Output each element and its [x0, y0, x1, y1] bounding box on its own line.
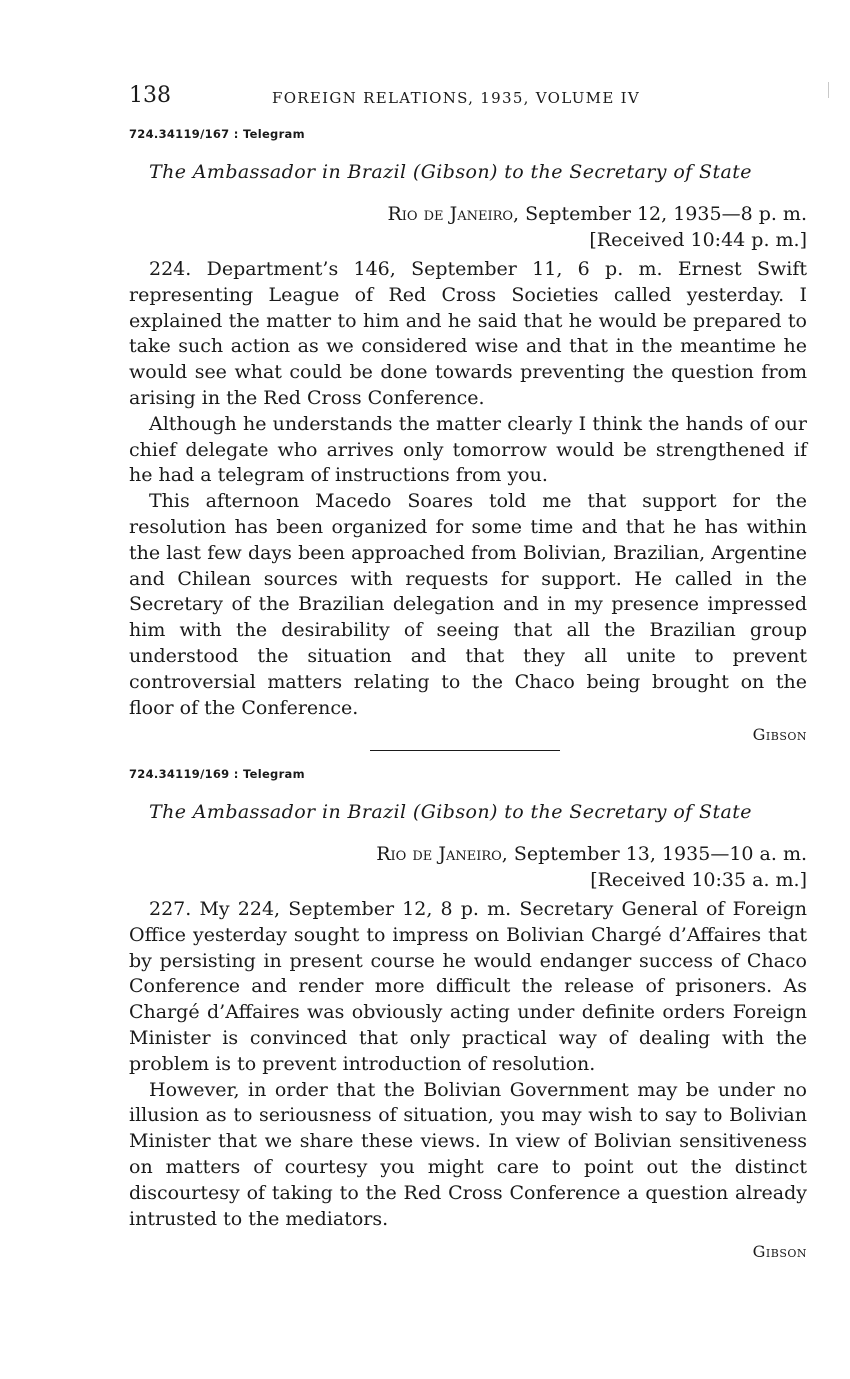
file-reference: 724.34119/167 : Telegram [129, 127, 305, 141]
paragraph: However, in order that the Bolivian Government may be under no illusion as to seriousness of situation, you may wish to say to Bolivian Minister that we share these views. In view of Bolivian sensitiveness on matters of courtesy you might care to point out the distinct discourtesy of taking to the Red Cross Conference a question already intrusted to the mediators. [129, 1078, 807, 1230]
section-divider [370, 750, 560, 751]
page-header [129, 83, 809, 113]
file-reference: 724.34119/169 : Telegram [129, 767, 305, 781]
signature: Gibson [752, 725, 807, 745]
dateline-date: , September 12, 1935—8 p. m. [513, 203, 807, 225]
received-time: [Received 10:35 a. m.] [590, 869, 807, 891]
paragraph: Although he understands the matter clearly I think the hands of our chief delegate who arrives only tomorrow would be strengthened if he had a telegram of instructions from you. [129, 412, 807, 487]
dateline-date: , September 13, 1935—10 a. m. [501, 843, 807, 865]
dateline-place: Rio de Janeiro [376, 843, 502, 865]
telegram-section-2 [129, 767, 807, 1261]
page-edge-mark [828, 82, 829, 98]
paragraph: 224. Department’s 146, September 11, 6 p. m. Ernest Swift representing League of Red Cross Societies called yesterday. I explained the matter to him and he said that he would be prepared to take such action as we considered wise and that in the meantime he would see what could be done towards preventing the question from arising in the Red Cross Conference. [129, 258, 807, 409]
document-title: The Ambassador in Brazil (Gibson) to the Secretary of State [149, 801, 752, 823]
dateline-place: Rio de Janeiro [387, 203, 514, 225]
signature: Gibson [752, 1242, 807, 1262]
telegram-section-1 [129, 127, 807, 744]
received-time: [Received 10:44 p. m.] [589, 229, 807, 251]
paragraph: This afternoon Macedo Soares told me that support for the resolution has been organized for some time and that he has within the last few days been approached from Bolivian, Brazilian, Argentine and Chilean sources with requests for support. He called in the Secretary of the Brazilian delegation and in my presence impressed him with the desirability of seeing that all the Brazilian group understood the situation and that they all unite to prevent controversial matters relating to the Chaco being brought on the floor of the Conference. [129, 490, 807, 719]
page-number: 138 [129, 83, 171, 108]
dateline [129, 201, 807, 227]
running-head: FOREIGN RELATIONS, 1935, VOLUME IV [272, 89, 640, 107]
document-title: The Ambassador in Brazil (Gibson) to the Secretary of State [149, 161, 752, 183]
dateline [129, 841, 807, 867]
paragraph: 227. My 224, September 12, 8 p. m. Secretary General of Foreign Office yesterday sought to impress on Bolivian Chargé d’Affaires that by persisting in present course he would endanger success of Chaco Conference and render more difficult the release of prisoners. As Chargé d’Affaires was obviously acting under definite orders Foreign Minister is convinced that only practical way of dealing with the problem is to prevent introduction of resolution. [129, 898, 807, 1075]
